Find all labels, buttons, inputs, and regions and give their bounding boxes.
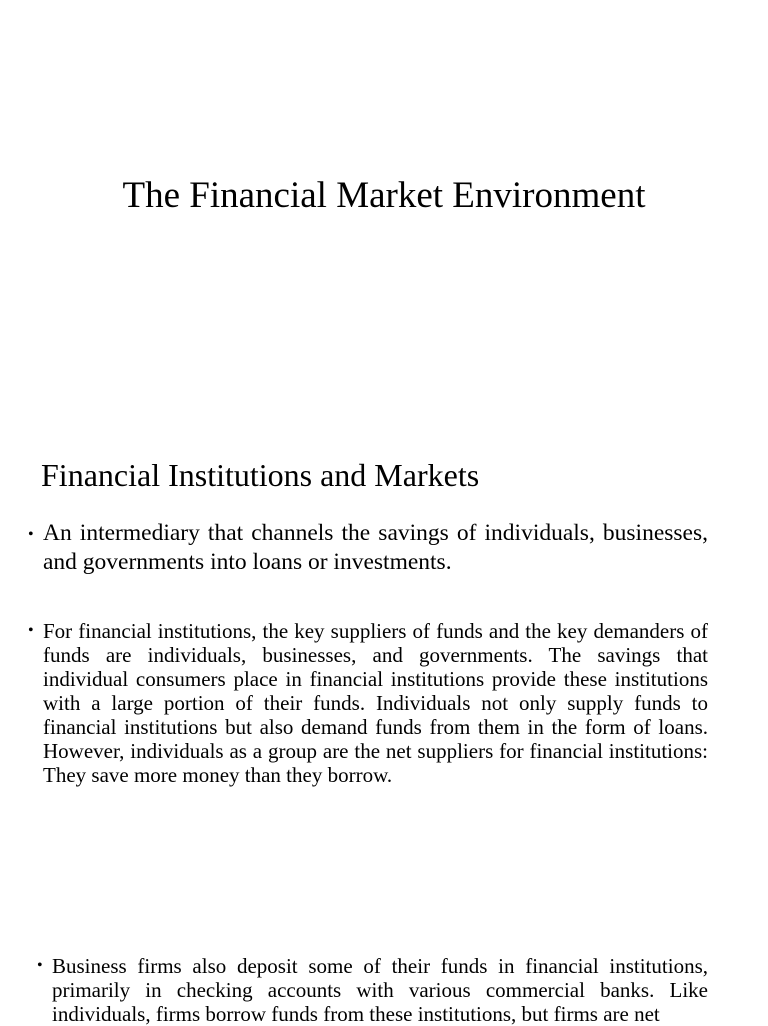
- bullet-item-business-firms: [37, 954, 708, 1026]
- bullet-text: An intermediary that channels the savings of individuals, businesses, and governments into loans or investments.: [43, 520, 708, 575]
- bullet-item-suppliers: [28, 619, 708, 787]
- bullet-icon: •: [28, 526, 34, 543]
- bullet-icon: •: [28, 622, 34, 639]
- bullet-icon: •: [37, 957, 43, 974]
- bullet-text: For financial institutions, the key suppliers of funds and the key demanders of funds are individuals, businesses, and governments. The savings that individual consumers place in financial institutions provide these institutions with a large portion of their funds. Individuals not only supply funds to financial institutions but also demand funds from them in the form of loans. However, individuals as a group are the net suppliers for financial institutions: They save more money than they borrow.: [43, 619, 708, 787]
- bullet-item-intermediary: [28, 519, 708, 577]
- slide-title: The Financial Market Environment: [122, 175, 646, 216]
- bullet-text: Business firms also deposit some of their funds in financial institutions, primarily in checking accounts with various commercial banks. Like individuals, firms borrow funds from these institutions, but firms are net: [52, 954, 708, 1026]
- section-heading: Financial Institutions and Markets: [41, 457, 480, 493]
